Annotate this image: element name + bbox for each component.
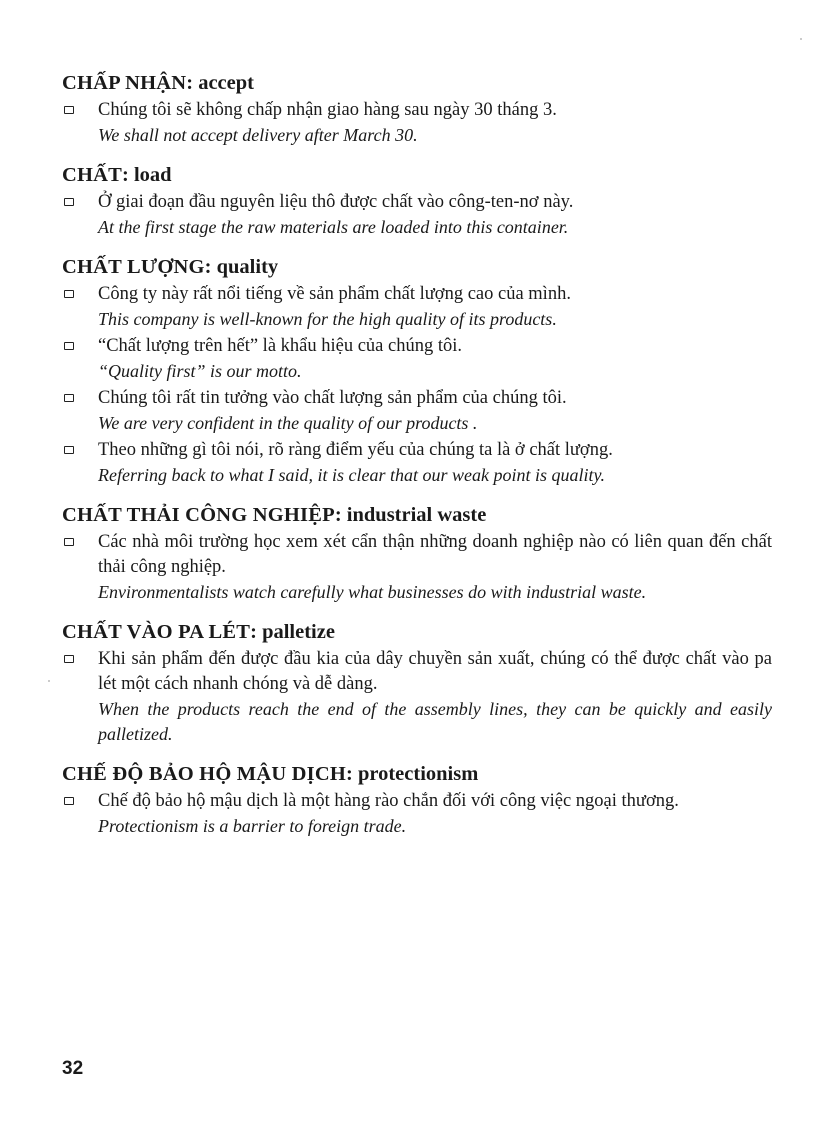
entry-term: CHẤT LƯỢNG <box>62 256 205 278</box>
checkbox-bullet-icon <box>64 342 74 350</box>
example-english: This company is well-known for the high quality of its products. <box>98 309 557 329</box>
example-vietnamese: Các nhà môi trường học xem xét cẩn thận những doanh nghiệp nào có liên quan đến chất thải công nghiệp. <box>98 532 772 577</box>
dictionary-entry <box>62 70 772 148</box>
entry-headword <box>62 254 772 280</box>
entry-separator: : <box>334 504 347 526</box>
dictionary-entry <box>62 619 772 747</box>
example-item <box>62 334 772 384</box>
entry-term: CHẾ ĐỘ BẢO HỘ MẬU DỊCH <box>62 763 347 785</box>
page-number: 32 <box>62 1058 84 1079</box>
entry-separator: : <box>346 763 358 785</box>
entry-term: CHẤT THẢI CÔNG NGHIỆP <box>62 504 335 526</box>
entry-separator: : <box>186 72 199 94</box>
example-english: When the products reach the end of the assembly lines, they can be quickly and easily palletized. <box>98 699 772 744</box>
entry-headword <box>62 162 772 188</box>
checkbox-bullet-icon <box>64 797 74 805</box>
scan-artifact <box>800 38 802 40</box>
example-english: Environmentalists watch carefully what businesses do with industrial waste. <box>98 582 647 602</box>
dictionary-page <box>62 70 772 853</box>
example-vietnamese: Ở giai đoạn đầu nguyên liệu thô được chất vào công-ten-nơ này. <box>98 192 574 212</box>
example-english: Referring back to what I said, it is clear that our weak point is quality. <box>98 465 605 485</box>
entry-translation: load <box>133 164 172 186</box>
example-english: We shall not accept delivery after March 30. <box>98 125 418 145</box>
dictionary-entry <box>62 254 772 488</box>
example-vietnamese: Chúng tôi rất tin tưởng vào chất lượng sản phẩm của chúng tôi. <box>98 388 567 408</box>
entry-headword <box>62 619 772 645</box>
example-vietnamese: “Chất lượng trên hết” là khẩu hiệu của chúng tôi. <box>98 336 463 356</box>
checkbox-bullet-icon <box>64 655 74 663</box>
entry-translation: accept <box>198 72 254 94</box>
entry-translation: industrial waste <box>346 504 487 526</box>
scan-artifact <box>48 680 50 682</box>
example-english: We are very confident in the quality of our products . <box>98 413 478 433</box>
entry-separator: : <box>204 256 217 278</box>
entry-headword <box>62 70 772 96</box>
entry-term: CHẤT VÀO PA LÉT <box>62 621 251 643</box>
example-item <box>62 282 772 332</box>
dictionary-entry <box>62 761 772 839</box>
entry-separator: : <box>250 621 263 643</box>
checkbox-bullet-icon <box>64 106 74 114</box>
example-english: “Quality first” is our motto. <box>98 361 302 381</box>
entry-translation: protectionism <box>357 763 479 785</box>
example-item <box>62 190 772 240</box>
example-item <box>62 98 772 148</box>
entry-term: CHẤT <box>62 164 123 186</box>
dictionary-entry <box>62 502 772 605</box>
entry-translation: quality <box>216 256 279 278</box>
example-item <box>62 386 772 436</box>
example-item <box>62 438 772 488</box>
example-item <box>62 647 772 747</box>
example-english: At the first stage the raw materials are loaded into this container. <box>98 217 569 237</box>
example-english: Protectionism is a barrier to foreign trade. <box>98 816 407 836</box>
example-item <box>62 789 772 839</box>
example-item <box>62 530 772 605</box>
checkbox-bullet-icon <box>64 290 74 298</box>
checkbox-bullet-icon <box>64 538 74 546</box>
checkbox-bullet-icon <box>64 394 74 402</box>
example-vietnamese: Khi sản phẩm đến được đầu kia của dây chuyền sản xuất, chúng có thể được chất vào pa lét một cách nhanh chóng và dễ dàng. <box>98 649 772 694</box>
example-vietnamese: Theo những gì tôi nói, rõ ràng điểm yếu của chúng ta là ở chất lượng. <box>98 440 613 460</box>
entry-headword <box>62 502 772 528</box>
checkbox-bullet-icon <box>64 198 74 206</box>
example-vietnamese: Chế độ bảo hộ mậu dịch là một hàng rào chắn đối với công việc ngoại thương. <box>98 791 679 811</box>
example-vietnamese: Công ty này rất nổi tiếng về sản phẩm chất lượng cao của mình. <box>98 284 571 304</box>
entry-separator: : <box>122 164 134 186</box>
checkbox-bullet-icon <box>64 446 74 454</box>
example-vietnamese: Chúng tôi sẽ không chấp nhận giao hàng sau ngày 30 tháng 3. <box>98 100 557 120</box>
dictionary-entry <box>62 162 772 240</box>
entry-translation: palletize <box>262 621 335 643</box>
entry-term: CHẤP NHẬN <box>62 72 187 94</box>
entry-headword <box>62 761 772 787</box>
